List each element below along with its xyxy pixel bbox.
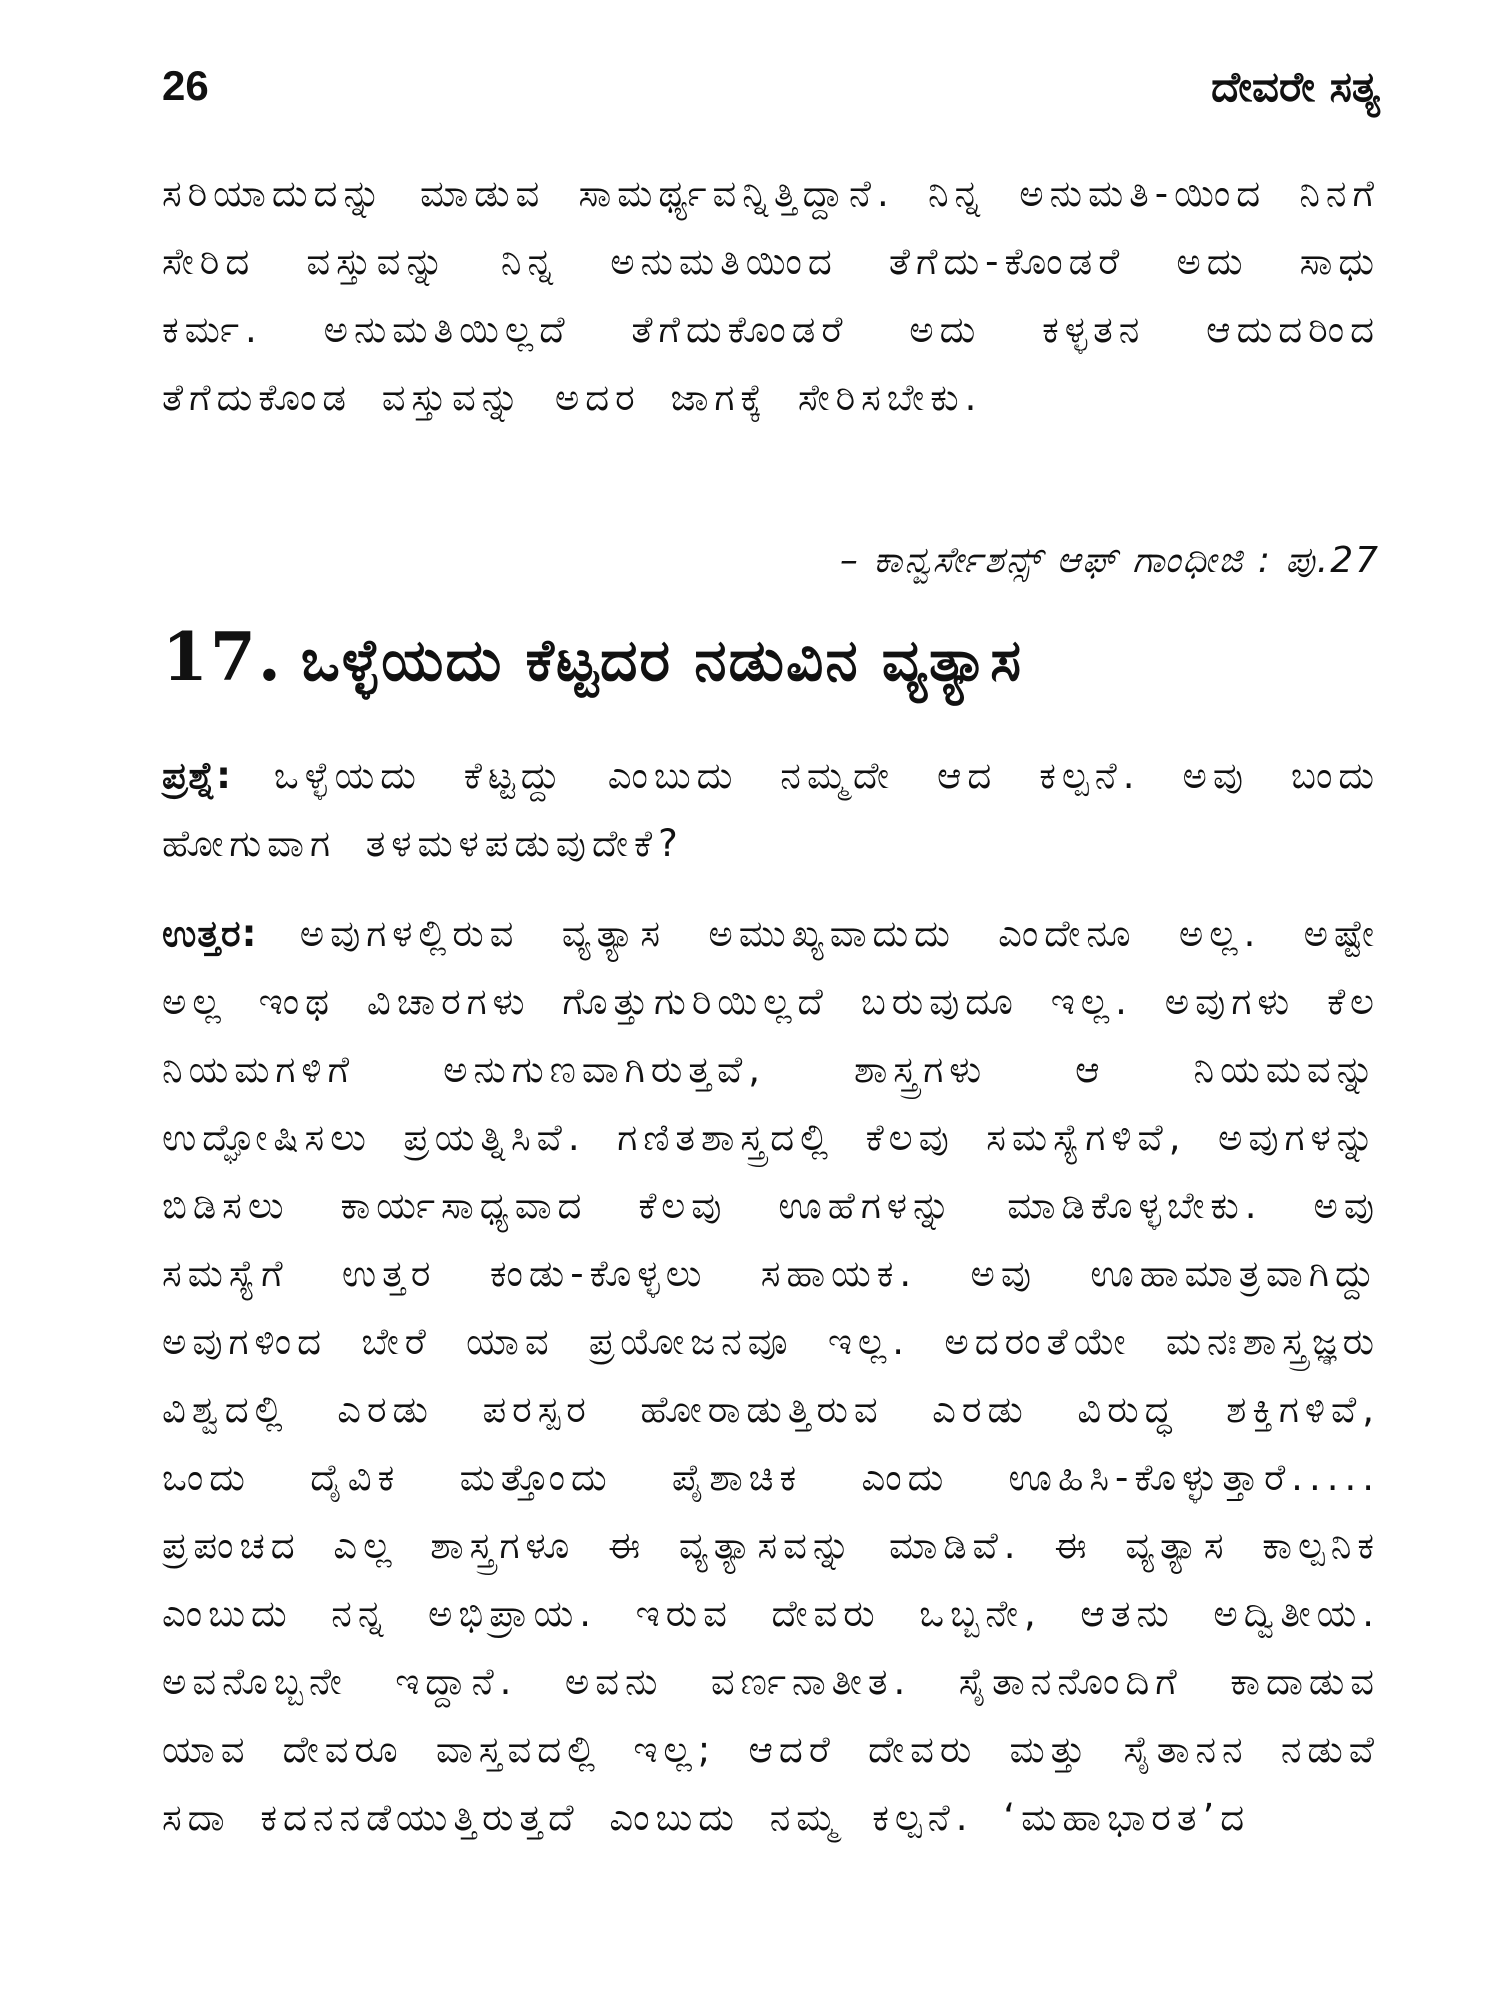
- continued-paragraph: ಸರಿಯಾದುದನ್ನು ಮಾಡುವ ಸಾಮರ್ಥ್ಯವನ್ನಿತ್ತಿದ್ದಾನೆ. ನಿನ್ನ ಅನುಮತಿ-ಯಿಂದ ನಿನಗೆ ಸೇರಿದ ವಸ್ತುವನ್ನು ನಿನ್ನ ಅನುಮತಿಯಿಂದ ತೆಗೆದು-ಕೊಂಡರೆ ಅದು ಸಾಧು ಕರ್ಮ. ಅನುಮತಿಯಿಲ್ಲದೆ ತೆಗೆದುಕೊಂಡರೆ ಅದು ಕಳ್ಳತನ ಆದುದರಿಂದ ತೆಗೆದುಕೊಂಡ ವಸ್ತುವನ್ನು ಅದರ ಜಾಗಕ್ಕೆ ಸೇರಿಸಬೇಕು.: [162, 172, 1380, 419]
- page-header: [162, 62, 1380, 132]
- source-citation: – ಕಾನ್ವರ್ಸೇಶನ್ಸ್ ಆಫ್ ಗಾಂಧೀಜಿ : ಪು.27: [839, 540, 1380, 581]
- question-text: ಒಳ್ಳೆಯದು ಕೆಟ್ಟದ್ದು ಎಂಬುದು ನಮ್ಮದೇ ಆದ ಕಲ್ಪನೆ. ಅವು ಬಂದು ಹೋಗುವಾಗ ತಳಮಳಪಡುವುದೇಕೆ?: [162, 754, 1380, 865]
- answer-paragraph: [162, 900, 1380, 1852]
- section-heading: [162, 618, 1380, 696]
- page-number: 26: [162, 62, 209, 109]
- section-number: 17.: [162, 618, 283, 696]
- question-paragraph: [162, 742, 1380, 878]
- section-title: ಒಳ್ಳೆಯದು ಕೆಟ್ಟದರ ನಡುವಿನ ವ್ಯತ್ಯಾಸ: [300, 626, 1024, 694]
- running-title: ದೇವರೇ ಸತ್ಯ: [1211, 62, 1380, 111]
- answer-text: ಅವುಗಳಲ್ಲಿರುವ ವ್ಯತ್ಯಾಸ ಅಮುಖ್ಯವಾದುದು ಎಂದೇನೂ ಅಲ್ಲ. ಅಷ್ಟೇ ಅಲ್ಲ ಇಂಥ ವಿಚಾರಗಳು ಗೊತ್ತುಗುರಿಯಿಲ್ಲದೆ ಬರುವುದೂ ಇಲ್ಲ. ಅವುಗಳು ಕೆಲ ನಿಯಮಗಳಿಗೆ ಅನುಗುಣವಾಗಿರುತ್ತವೆ, ಶಾಸ್ತ್ರಗಳು ಆ ನಿಯಮವನ್ನು ಉದ್ಘೋಷಿಸಲು ಪ್ರಯತ್ನಿಸಿವೆ. ಗಣಿತಶಾಸ್ತ್ರದಲ್ಲಿ ಕೆಲವು ಸಮಸ್ಯೆಗಳಿವೆ, ಅವುಗಳನ್ನು ಬಿಡಿಸಲು ಕಾರ್ಯಸಾಧ್ಯವಾದ ಕೆಲವು ಊಹೆಗಳನ್ನು ಮಾಡಿಕೊಳ್ಳಬೇಕು. ಅವು ಸಮಸ್ಯೆಗೆ ಉತ್ತರ ಕಂಡು-ಕೊಳ್ಳಲು ಸಹಾಯಕ. ಅವು ಊಹಾಮಾತ್ರವಾಗಿದ್ದು ಅವುಗಳಿಂದ ಬೇರೆ ಯಾವ ಪ್ರಯೋಜನವೂ ಇಲ್ಲ. ಅದರಂತೆಯೇ ಮನಃಶಾಸ್ತ್ರಜ್ಞರು ವಿಶ್ವದಲ್ಲಿ ಎರಡು ಪರಸ್ಪರ ಹೋರಾಡುತ್ತಿರುವ ಎರಡು ವಿರುದ್ಧ ಶಕ್ತಿಗಳಿವೆ, ಒಂದು ದೈವಿಕ ಮತ್ತೊಂದು ಪೈಶಾಚಿಕ ಎಂದು ಊಹಿಸಿ-ಕೊಳ್ಳುತ್ತಾರೆ..... ಪ್ರಪಂಚದ ಎಲ್ಲ ಶಾಸ್ತ್ರಗಳೂ ಈ ವ್ಯತ್ಯಾಸವನ್ನು ಮಾಡಿವೆ. ಈ ವ್ಯತ್ಯಾಸ ಕಾಲ್ಪನಿಕ ಎಂಬುದು ನನ್ನ ಅಭಿಪ್ರಾಯ. ಇರುವ ದೇವರು ಒಬ್ಬನೇ, ಆತನು ಅದ್ವಿತೀಯ. ಅವನೊಬ್ಬನೇ ಇದ್ದಾನೆ. ಅವನು ವರ್ಣನಾತೀತ. ಸೈತಾನನೊಂದಿಗೆ ಕಾದಾಡುವ ಯಾವ ದೇವರೂ ವಾಸ್ತವದಲ್ಲಿ ಇಲ್ಲ; ಆದರೆ ದೇವರು ಮತ್ತು ಸೈತಾನನ ನಡುವೆ ಸದಾ ಕದನನಡೆಯುತ್ತಿರುತ್ತದೆ ಎಂಬುದು ನಮ್ಮ ಕಲ್ಪನೆ. ‘ಮಹಾಭಾರತ’ದ: [162, 912, 1380, 1839]
- question-label: ಪ್ರಶ್ನೆ:: [162, 754, 232, 797]
- answer-label: ಉತ್ತರ:: [162, 912, 258, 955]
